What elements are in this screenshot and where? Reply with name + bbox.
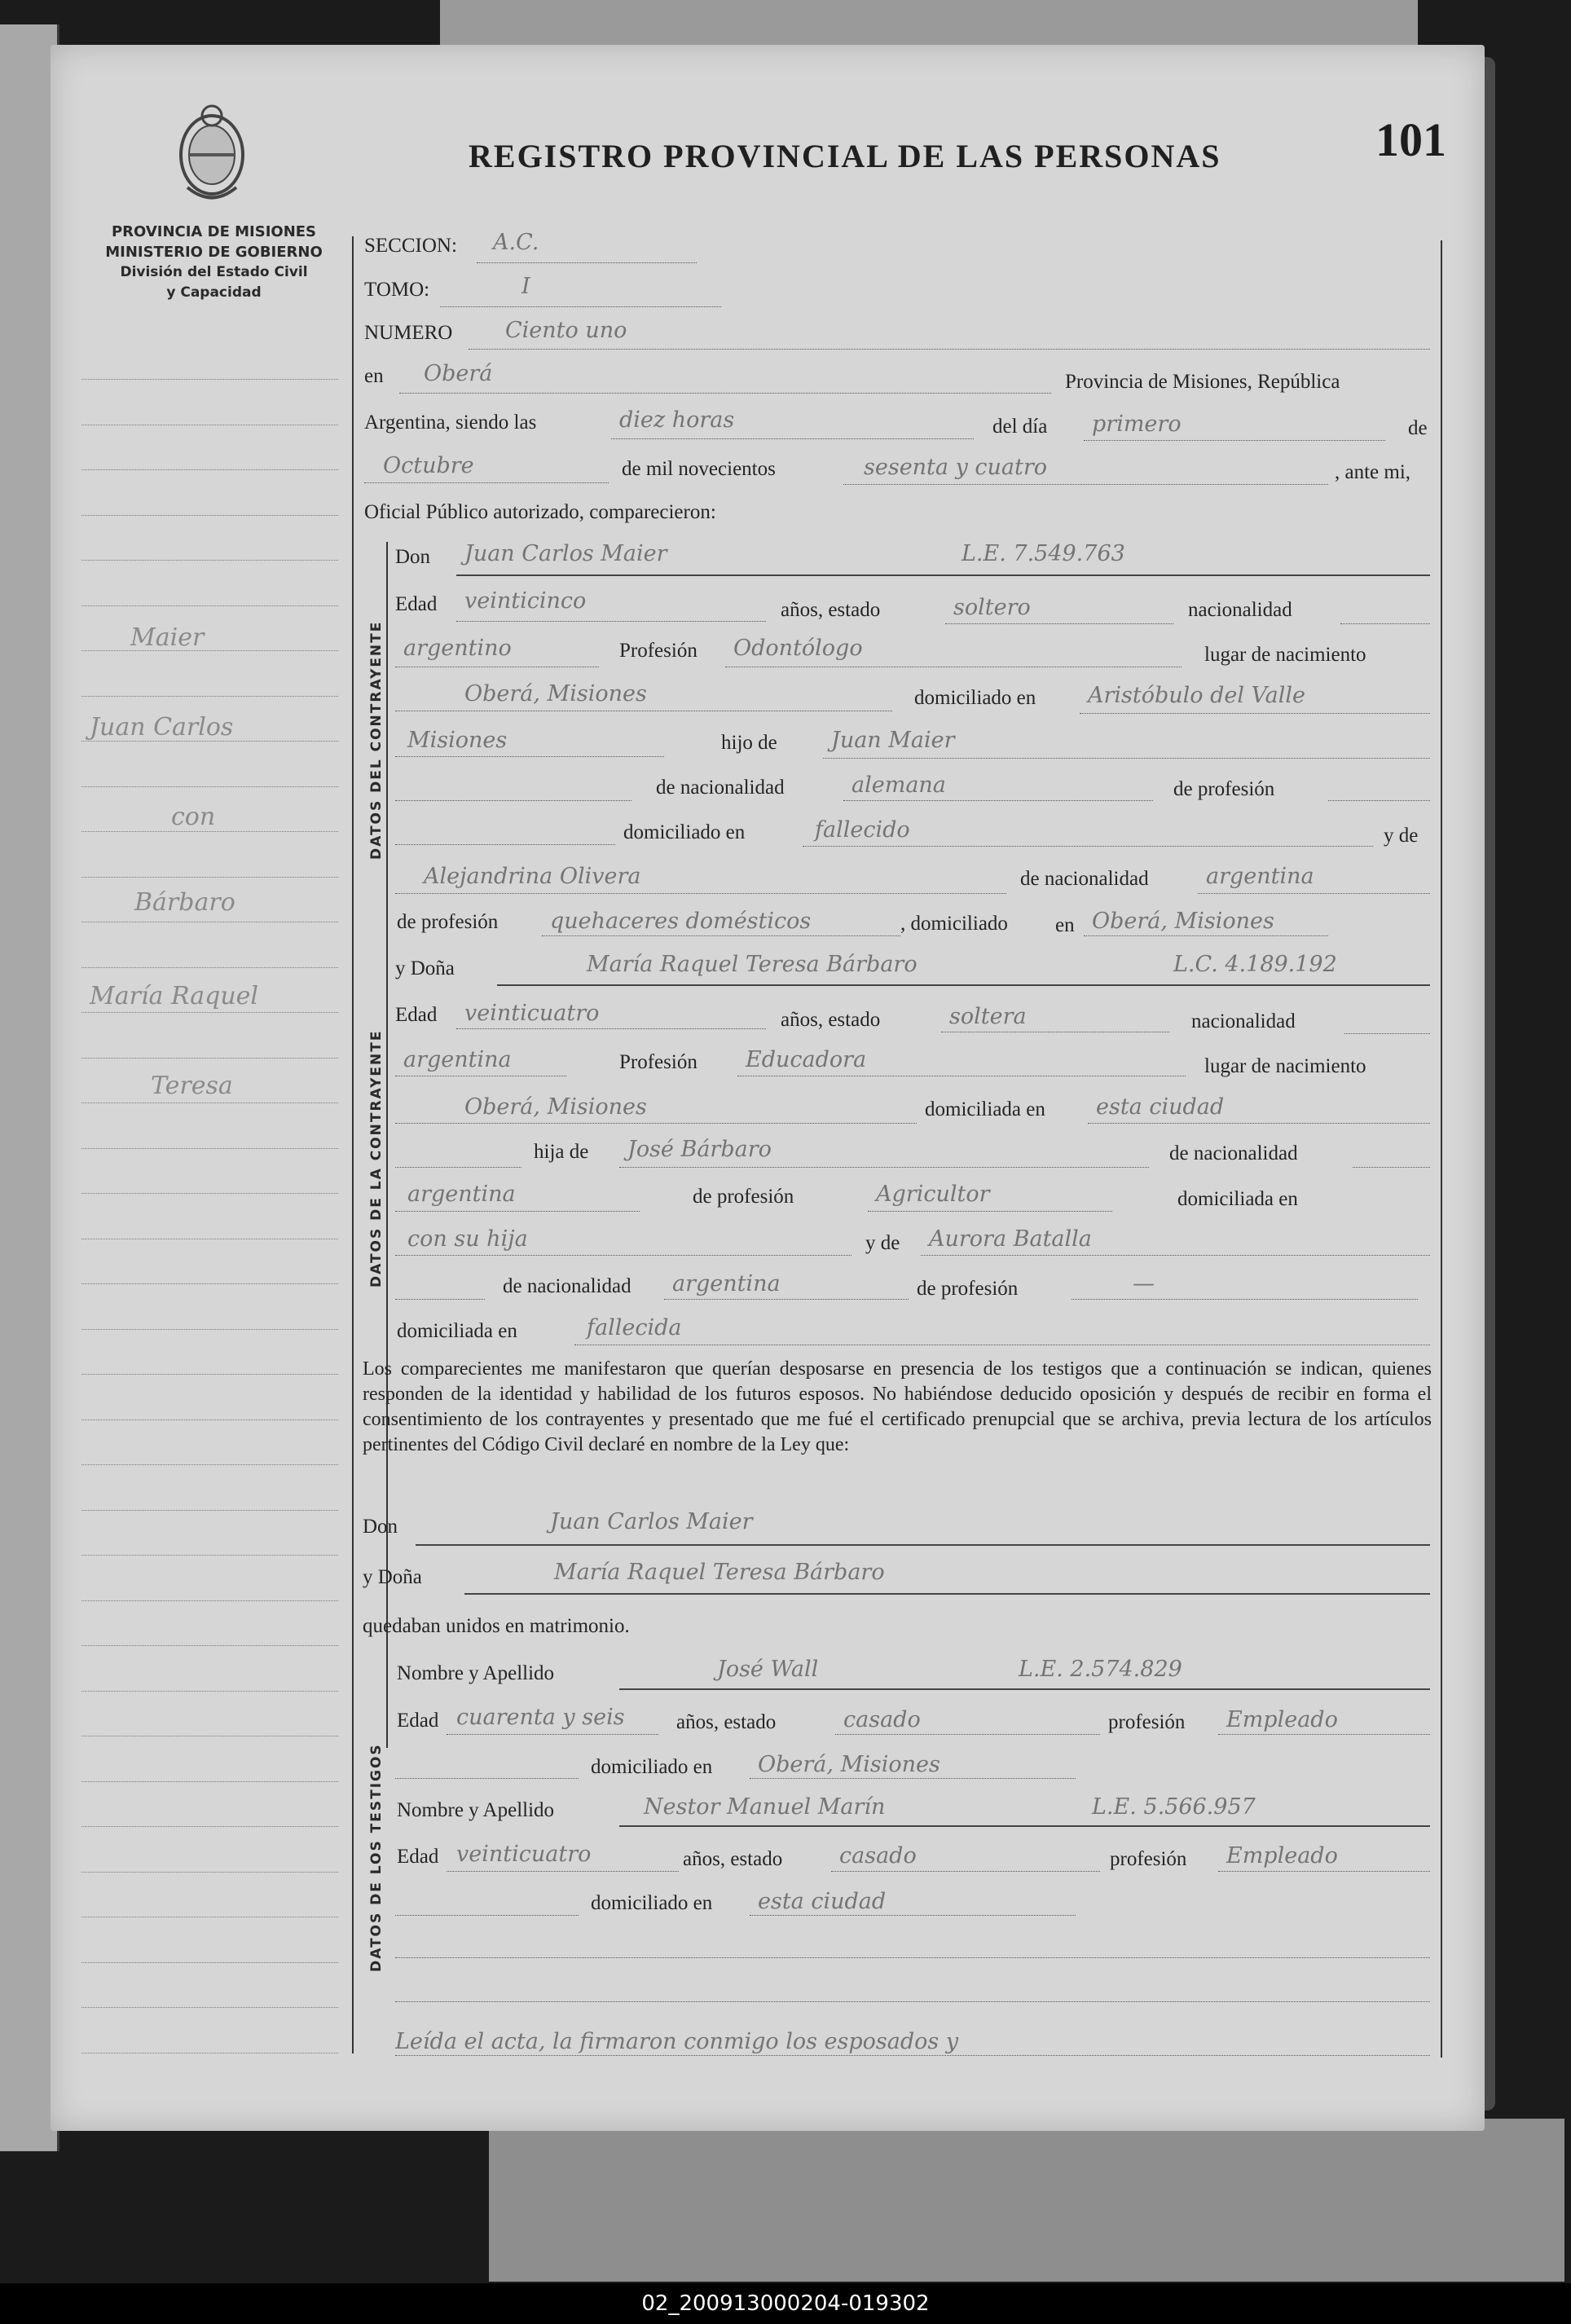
label-oficial: Oficial Público autorizado, comparecieron: [364, 501, 716, 523]
label-nombre-apellido: Nombre y Apellido [397, 1662, 555, 1684]
handwritten-hora: diez horas [619, 407, 735, 433]
handwritten-bride-mother: Aurora Batalla [929, 1226, 1092, 1252]
fill-line [447, 1871, 679, 1872]
handwritten-w1-name: José Wall [717, 1657, 819, 1682]
fill-line [1088, 1123, 1430, 1124]
handwritten-dona-final: María Raquel Teresa Bárbaro [554, 1560, 885, 1585]
label-anos-estado2: años, estado [683, 1848, 783, 1870]
handwritten-bride-birth: Oberá, Misiones [464, 1094, 647, 1120]
label-de-nacionalidad: de nacionalidad [656, 777, 785, 799]
fill-line-solid [497, 984, 1430, 986]
handwritten-groom-mother-prof: quehaceres domésticos [550, 909, 812, 934]
label-domiciliado-en2: domiciliado en [591, 1756, 713, 1778]
label-domiciliado-en2: domiciliado en [591, 1892, 713, 1914]
fill-line [1084, 440, 1385, 441]
fill-line [395, 1255, 852, 1256]
handwritten-w2-status: casado [839, 1843, 917, 1868]
label-de-profesion: de profesión [1173, 778, 1275, 800]
label-groom-section: DATOS DEL CONTRAYENTE [368, 620, 385, 860]
label-edad: Edad [395, 593, 438, 615]
fill-line [395, 1211, 640, 1212]
label-y-de: y de [1384, 825, 1419, 847]
handwritten-bride-mother-prof: — [1133, 1271, 1155, 1296]
handwritten-w1-age: cuarenta y seis [456, 1705, 625, 1730]
ministry-line-3: División del Estado Civil [120, 264, 308, 280]
label-nombre-apellido: Nombre y Apellido [397, 1799, 555, 1821]
margin-line [81, 1826, 338, 1827]
fill-line [843, 800, 1153, 801]
fill-line [477, 262, 697, 263]
handwritten-don-final: Juan Carlos Maier [550, 1509, 753, 1534]
fill-line-solid [619, 1825, 1430, 1827]
handwritten-w2-le: L.E. 5.566.957 [1092, 1794, 1256, 1820]
handwritten-w1-status: casado [843, 1707, 921, 1732]
ministry-block [90, 222, 338, 303]
fill-line-solid [456, 574, 1430, 576]
margin-line [81, 1691, 338, 1692]
handwritten-bride-mother-dom: fallecida [587, 1315, 682, 1340]
margin-line [81, 1374, 338, 1375]
fill-line [1084, 935, 1328, 936]
image-id-footer: 02_200913000204-019302 [0, 2283, 1571, 2324]
handwritten-groom-mother-nat: argentina [1206, 864, 1314, 889]
fill-line [447, 1734, 658, 1735]
fill-line [823, 758, 1430, 759]
label-de-nacionalidad: de nacionalidad [503, 1275, 631, 1297]
label-de-mil: de mil novecientos [622, 458, 776, 480]
coat-of-arms-icon [171, 98, 253, 212]
margin-line [81, 967, 338, 968]
fill-line [611, 438, 974, 439]
handwritten-bride-mother-nat: argentina [672, 1271, 781, 1296]
fill-line [843, 484, 1328, 485]
handwritten-groom-mother-dom: Oberá, Misiones [1092, 909, 1274, 934]
label-en: en [1055, 914, 1075, 936]
handwritten-numero: Ciento uno [505, 318, 627, 343]
label-anos-estado2: años, estado [676, 1711, 777, 1733]
margin-line [81, 1464, 338, 1465]
margin-line [81, 1781, 338, 1782]
fill-line [395, 844, 615, 845]
fill-line-solid [464, 1593, 1430, 1595]
fill-line-solid [619, 1688, 1430, 1690]
margin-line [81, 1012, 338, 1013]
label-hijo-de: hijo de [721, 732, 777, 754]
handwritten-dia: primero [1092, 412, 1182, 437]
fill-line [1218, 1734, 1430, 1735]
label-domiciliada-en2: domiciliada en [1177, 1188, 1298, 1210]
label-y-dona: y Doña [395, 957, 455, 979]
label-nacionalidad: nacionalidad [1188, 599, 1292, 621]
handwritten-groom-nat: argentino [403, 636, 512, 661]
fill-line [395, 893, 1006, 894]
label-anos-estado: años, estado [781, 1009, 881, 1031]
margin-line [81, 1193, 338, 1194]
label-del-dia: del día [992, 416, 1048, 438]
label-quedaban: quedaban unidos en matrimonio. [363, 1615, 630, 1637]
fill-line [1198, 893, 1430, 894]
handwritten-groom-le: L.E. 7.549.763 [962, 541, 1125, 566]
margin-line [81, 1329, 338, 1330]
margin-note: María Raquel [90, 982, 258, 1010]
handwritten-groom-mother: Alejandrina Olivera [424, 864, 641, 889]
label-de: de [1408, 417, 1428, 439]
handwritten-w1-prof: Empleado [1226, 1707, 1338, 1732]
margin-line [81, 1600, 338, 1601]
fill-line [803, 846, 1373, 847]
fill-line [1328, 800, 1430, 801]
margin-line [81, 1872, 338, 1873]
label-tomo: TOMO: [364, 279, 430, 301]
fill-line [664, 1299, 909, 1300]
margin-line [81, 650, 338, 651]
handwritten-bride-prof: Educadora [746, 1047, 867, 1072]
handwritten-bride-father-dom: con su hija [407, 1226, 528, 1252]
fill-line [750, 1915, 1076, 1916]
fill-line [395, 1167, 521, 1168]
label-ante-mi: , ante mi, [1335, 461, 1411, 483]
handwritten-w2-dom: esta ciudad [758, 1889, 887, 1914]
label-seccion: SECCION: [364, 235, 457, 257]
margin-line [81, 515, 338, 516]
register-title: REGISTRO PROVINCIAL DE LAS PERSONAS [469, 138, 1221, 174]
label-edad2: Edad [397, 1710, 439, 1732]
label-lugar-nac: lugar de nacimiento [1204, 644, 1366, 666]
label-argentina: Argentina, siendo las [364, 412, 537, 434]
fill-line [399, 393, 1051, 394]
margin-note: con [171, 803, 216, 831]
handwritten-bride-father-prof: Agricultor [876, 1182, 990, 1207]
margin-line [81, 1645, 338, 1646]
fill-line [456, 621, 766, 622]
label-de-profesion-cap: de profesión [397, 911, 499, 933]
handwritten-seccion: A.C. [493, 230, 539, 255]
fill-line [395, 1123, 917, 1124]
margin-line [81, 469, 338, 470]
fill-line [395, 2055, 1430, 2056]
label-profesion2: profesión [1110, 1848, 1187, 1870]
fill-line [1353, 1167, 1430, 1168]
label-hija-de: hija de [534, 1141, 589, 1163]
label-bride-section: DATOS DE LA CONTRAYENTE [368, 1029, 385, 1287]
label-domiciliada-en: domiciliada en [397, 1320, 517, 1342]
margin-divider [352, 236, 354, 2053]
label-edad: Edad [395, 1004, 438, 1026]
handwritten-bride-father: José Bárbaro [627, 1137, 772, 1162]
fill-line [831, 1871, 1100, 1872]
label-de-profesion: de profesión [693, 1186, 794, 1208]
handwritten-mes: Octubre [383, 453, 474, 478]
margin-line [81, 1510, 338, 1511]
label-lugar-nac: lugar de nacimiento [1204, 1055, 1366, 1077]
margin-line [81, 877, 338, 878]
fill-line [1218, 1871, 1430, 1872]
ministry-line-4: y Capacidad [166, 284, 262, 301]
margin-line [81, 605, 338, 606]
margin-note: Bárbaro [134, 888, 235, 917]
handwritten-bride-father-nat: argentina [407, 1182, 516, 1207]
fill-line [395, 800, 631, 801]
fill-line [1072, 1299, 1418, 1300]
handwritten-groom-dom2: Misiones [407, 728, 508, 753]
fill-line [395, 1778, 579, 1779]
label-domiciliado-en: domiciliado en [623, 821, 746, 843]
handwritten-closing: Leída el acta, la firmaron conmigo los esposados y [395, 2029, 959, 2054]
handwritten-bride-dom: esta ciudad [1096, 1094, 1225, 1120]
fill-line [1080, 713, 1430, 714]
label-edad2: Edad [397, 1846, 439, 1868]
handwritten-bride-name: María Raquel Teresa Bárbaro [587, 952, 918, 977]
fill-line [1344, 1033, 1430, 1034]
fill-line [619, 1167, 1149, 1168]
label-provincia: Provincia de Misiones, República [1065, 371, 1340, 393]
handwritten-bride-age: veinticuatro [464, 1001, 600, 1026]
label-witness-section: DATOS DE LOS TESTIGOS [368, 1743, 385, 1972]
handwritten-groom-prof: Odontólogo [733, 636, 863, 661]
label-domiciliado-en: domiciliado en [914, 687, 1036, 709]
handwritten-anio: sesenta y cuatro [864, 455, 1048, 480]
background-bottom [489, 2119, 1564, 2282]
handwritten-w1-le: L.E. 2.574.829 [1019, 1657, 1182, 1682]
fill-line [1340, 623, 1430, 624]
label-don: Don [395, 546, 431, 568]
fill-line [835, 1734, 1100, 1735]
label-profesion2: profesión [1108, 1711, 1186, 1733]
label-nacionalidad: nacionalidad [1191, 1010, 1296, 1032]
margin-line [81, 560, 338, 561]
margin-line [81, 1555, 338, 1556]
handwritten-groom-father: Juan Maier [831, 728, 955, 753]
fill-line [364, 482, 609, 483]
fill-line-solid [416, 1544, 1430, 1546]
margin-line [81, 1058, 338, 1059]
page-number: 101 [1375, 113, 1446, 166]
fill-line [395, 756, 664, 757]
label-de-nacionalidad: de nacionalidad [1020, 868, 1149, 890]
handwritten-w2-name: Nestor Manuel Marín [644, 1794, 886, 1820]
margin-line [81, 1148, 338, 1149]
label-domiciliado-comma: , domiciliado [900, 913, 1008, 935]
handwritten-bride-nat: argentina [403, 1047, 512, 1072]
margin-line [81, 1419, 338, 1420]
fill-line [921, 1255, 1430, 1256]
margin-line [81, 1283, 338, 1284]
label-de-profesion: de profesión [917, 1278, 1019, 1300]
label-profesion: Profesión [619, 640, 697, 662]
fill-line [440, 306, 721, 307]
label-anos-estado: años, estado [781, 599, 881, 621]
label-y-dona2: y Doña [363, 1566, 422, 1588]
label-profesion: Profesión [619, 1051, 697, 1073]
margin-line [81, 696, 338, 697]
fill-line [456, 1028, 766, 1029]
fill-line [469, 349, 1430, 350]
margin-line [81, 1962, 338, 1963]
ministry-line-2: MINISTERIO DE GOBIERNO [105, 244, 323, 261]
label-y-de2: y de [865, 1232, 900, 1254]
fill-line [395, 1957, 1430, 1958]
label-de-nacionalidad: de nacionalidad [1169, 1142, 1298, 1164]
fill-line [868, 1211, 1112, 1212]
handwritten-groom-father-nat: alemana [852, 772, 946, 798]
ministry-line-1: PROVINCIA DE MISIONES [111, 223, 317, 240]
handwritten-w2-prof: Empleado [1226, 1843, 1338, 1868]
fill-line [945, 623, 1173, 624]
handwritten-groom-birth: Oberá, Misiones [464, 681, 647, 706]
handwritten-w2-age: veinticuatro [456, 1842, 592, 1867]
fill-line [750, 1778, 1076, 1779]
handwritten-tomo: I [521, 274, 530, 299]
handwritten-bride-status: soltera [949, 1004, 1027, 1029]
fill-line [395, 1915, 579, 1916]
margin-line [81, 786, 338, 787]
margin-line [81, 831, 338, 832]
handwritten-groom-dom: Aristóbulo del Valle [1088, 683, 1305, 708]
handwritten-en: Oberá [424, 361, 493, 386]
handwritten-groom-name: Juan Carlos Maier [464, 541, 667, 566]
fill-line [395, 2001, 1430, 2002]
background-top [440, 0, 1418, 49]
handwritten-groom-status: soltero [953, 595, 1031, 620]
margin-note: Juan Carlos [90, 713, 234, 742]
handwritten-w1-dom: Oberá, Misiones [758, 1752, 940, 1777]
margin-line [81, 379, 338, 380]
label-en: en [364, 365, 384, 387]
handwritten-groom-age: veinticinco [464, 588, 587, 614]
label-don2: Don [363, 1516, 398, 1538]
fill-line [395, 1299, 485, 1300]
right-border [1441, 240, 1442, 2058]
label-numero: NUMERO [364, 322, 453, 344]
handwritten-bride-le: L.C. 4.189.192 [1173, 952, 1337, 977]
margin-note: Maier [130, 623, 205, 652]
declaration-paragraph: Los comparecientes me manifestaron que querían desposarse en presencia de los testigos que a continuación se indican, quienes responden de la identidad y habilidad de los futuros esposos. No habiéndose deducido oposición y después de recibir en forma el consentimiento de los contrayentes y presentado que me fué el certificado prenupcial que se archiva, previa lectura de los artículos pertinentes del Código Civil declaré en nombre de la Ley que: [363, 1358, 1432, 1455]
fill-line [542, 935, 900, 936]
label-domiciliada-en: domiciliada en [925, 1098, 1045, 1120]
margin-note: Teresa [151, 1072, 233, 1100]
margin-line [81, 2007, 338, 2008]
handwritten-groom-father-dom: fallecido [815, 817, 910, 843]
